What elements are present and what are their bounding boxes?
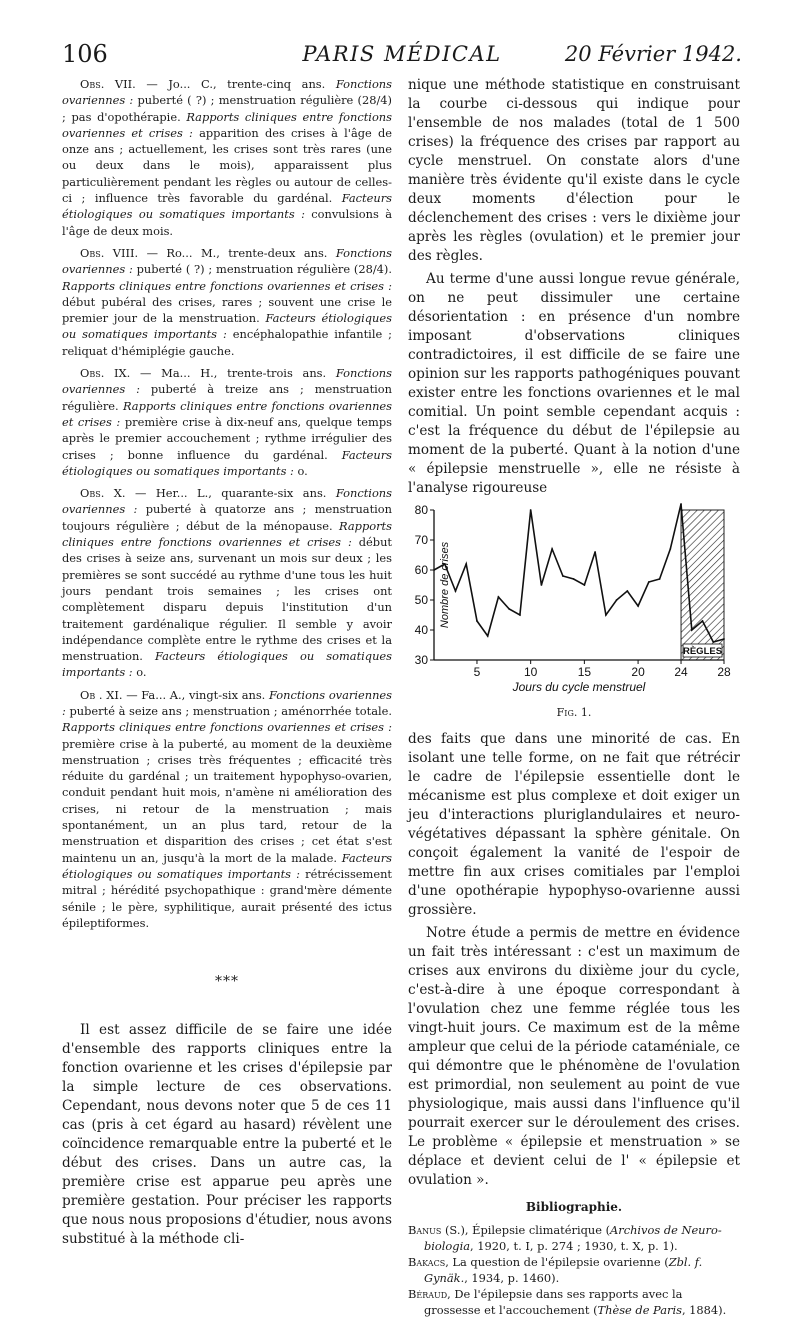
data-point <box>691 629 693 631</box>
data-point <box>519 614 521 616</box>
data-point <box>562 575 564 577</box>
data-point <box>541 584 543 586</box>
y-tick-label: 50 <box>414 593 428 607</box>
y-tick-label: 80 <box>414 503 428 517</box>
data-point <box>712 641 714 643</box>
observation-9 <box>62 365 392 479</box>
observation-10 <box>62 485 392 681</box>
obs-label: Facteurs étiologiques ou somatiques importants : <box>62 311 392 342</box>
bib-source: Thèse de Paris <box>597 1303 682 1317</box>
bib-text: , Épilepsie climatérique ( <box>464 1223 611 1237</box>
obs-title: Obs. X. <box>80 486 126 501</box>
obs-label: Fonctions ovariennes : <box>62 77 392 108</box>
x-tick-label: 10 <box>523 665 538 679</box>
obs-intro: — Ma... H., trente-trois ans. <box>130 366 336 381</box>
bib-author: Banus (S.) <box>408 1223 465 1237</box>
obs-label: Rapports cliniques entre fonctions ovariennes et crises : <box>62 278 392 293</box>
obs-label: Fonctions ovariennes : <box>62 366 392 397</box>
obs-text: o. <box>132 665 147 680</box>
bib-text: , De l'épilepsie dans ses rapports avec la grossesse et l'accouchement ( <box>424 1287 683 1317</box>
obs-title: Obs. VII. <box>80 77 136 91</box>
obs-text: première crise à la puberté, au moment de la deuxième menstruation ; crises très fréquentes ; efficacité très réduite du gardénal ; un traitement hypophyso-ovarien, conduit pendant huit mois, n'amène ni amélioration des crises, ni retour de la menstruation ; mais spontanément, un an plus tard, retour de la menstruation et disparition des crises ; cet état s'est maintenu un an, jusqu'à la mort de la malade. <box>62 736 392 865</box>
obs-label: Fonctions ovariennes : <box>62 687 392 718</box>
data-point <box>659 578 661 580</box>
data-point <box>433 569 435 571</box>
obs-intro: — Jo... C., trente-cinq ans. <box>135 77 336 91</box>
seizure-frequency-chart <box>408 502 740 702</box>
obs-label: Rapports cliniques entre fonctions ovariennes et crises : <box>62 109 392 140</box>
obs-text: puberté ( ?) ; menstruation régulière (28/4) ; pas d'opothérapie. <box>62 93 392 124</box>
obs-text: puberté à treize ans ; menstruation régulière. <box>62 382 392 413</box>
left-column <box>62 76 392 1253</box>
x-tick-label: 5 <box>473 665 481 679</box>
obs-text: première crise à dix-neuf ans, quelque temps après le premier accouchement ; rythme irrégulier des crises ; bonne influence du gardénal. <box>62 414 392 462</box>
y-tick-label: 60 <box>414 563 428 577</box>
body-paragraph: nique une méthode statistique en construisant la courbe ci-dessous qui indique pour l'ensemble de nos malades (total de 1 500 crises) la fréquence des crises par rapport au cycle menstruel. On constate alors d'une manière très évidente qu'il existe dans le cycle deux moments d'élection pour le déclenchement des crises : vers le dixième jour après les règles (ovulation) et le premier jour des règles. <box>408 77 740 264</box>
data-point <box>573 578 575 580</box>
body-paragraph: des faits que dans une minorité de cas. En isolant une telle forme, on ne fait que rétrécir le cadre de l'épilepsie essentielle dont le mécanisme est plus complexe et doit exiger un jeu d'interactions pluriglandulaires et neuro-végétatives dépassant la sphère génitale. On conçoit également la vanité de l'espoir de mettre fin aux crises comitiales par l'emploi d'une opothérapie hypophyso-ovarienne aussi grossière. <box>408 731 740 918</box>
bib-author: Bakacs <box>408 1255 446 1269</box>
obs-label: Facteurs étiologiques ou somatiques importants : <box>62 191 392 222</box>
observation-11 <box>62 687 392 931</box>
obs-text: encéphalopathie infantile ; reliquat d'hémiplégie gauche. <box>62 327 393 358</box>
data-point <box>530 509 532 511</box>
y-tick-label: 30 <box>414 653 428 667</box>
data-point <box>669 548 671 550</box>
data-point <box>637 605 639 607</box>
bibliography-entry <box>408 1286 740 1318</box>
obs-label: Facteurs étiologiques ou somatiques importants : <box>62 447 392 478</box>
obs-text: puberté à seize ans ; menstruation ; aménorrhée totale. <box>65 703 392 718</box>
y-tick-label: 40 <box>414 623 428 637</box>
obs-text: o. <box>293 463 308 478</box>
bibliography-heading: Bibliographie. <box>525 1200 623 1214</box>
obs-text: puberté à quatorze ans ; menstruation toujours régulière ; début de la ménopause. <box>62 502 392 533</box>
bib-tail: , 1934, p. 1460). <box>464 1271 560 1285</box>
body-paragraph: Notre étude a permis de mettre en évidence un fait très intéressant : c'est un maximum de crises aux environs du dixième jour du cycle, c'est-à-dire à une époque correspondant à l'ovulation chez une femme réglée tous les vingt-huit jours. Ce maximum est de la même ampleur que celui de la période cataméniale, ce qui démontre que le phénomène de l'ovulation est primordial, non seulement au point de vue physiologique, mais aussi dans l'influence qu'il pourrait exercer sur le déroulement des crises. Le problème « épilepsie et menstruation » se déplace et devient celui de l' « épilepsie et ovulation ». <box>408 925 740 1188</box>
obs-intro: — Her... L., quarante-six ans. <box>125 486 336 501</box>
issue-date: 20 Février 1942. <box>564 42 742 66</box>
y-tick-label: 70 <box>414 533 428 547</box>
obs-label: Rapports cliniques entre fonctions ovariennes et crises : <box>62 720 392 735</box>
bib-tail: , 1884). <box>681 1303 727 1317</box>
obs-text: rétrécissement mitral ; hérédité psychopathique : grand'mère démente sénile ; le père, syphilitique, aurait présenté des ictus épileptiformes. <box>62 866 392 930</box>
figure-caption: Fig. 1. <box>556 706 592 719</box>
data-point <box>583 584 585 586</box>
figure-1 <box>408 502 740 726</box>
observation-7 <box>62 76 392 239</box>
obs-label: Fonctions ovariennes : <box>62 486 392 517</box>
obs-label: Facteurs étiologiques ou somatiques importants : <box>62 850 392 881</box>
data-point <box>487 635 489 637</box>
bibliography-entry <box>408 1222 740 1254</box>
bibliography-entry <box>408 1254 740 1286</box>
obs-label: Rapports cliniques entre fonctions ovariennes et crises : <box>62 518 392 550</box>
obs-intro: — Ro... M., trente-deux ans. <box>138 245 336 260</box>
data-point <box>551 548 553 550</box>
obs-label: Facteurs étiologiques ou somatiques importants : <box>62 649 393 680</box>
page-number: 106 <box>62 40 108 68</box>
obs-text: début des crises à seize ans, survenant un mois sur deux ; les premières se sont succédé au rythme d'une tous les huit jours pendant trois semaines ; les crises ont complètement disparu depuis l'institution d'un traitement gardénalique régulier. Il semble y avoir indépendance complète entre le rythme des crises et la menstruation. <box>62 535 393 664</box>
obs-text: apparition des crises à l'âge de onze ans ; actuellement, les crises sont très rares (une ou deux dans le mois), apparaissent plus particulièrement pendant les règles ou autour de celles-ci ; influence très favorable du gardénal. <box>62 125 393 206</box>
page-header <box>62 40 742 70</box>
data-point <box>498 596 500 598</box>
observation-8 <box>62 245 392 359</box>
data-point <box>508 608 510 610</box>
x-axis-label: Jours du cycle menstruel <box>512 680 646 694</box>
obs-title: Obs. VIII. <box>80 245 139 260</box>
bib-text: , La question de l'épilepsie ovarienne ( <box>445 1255 669 1269</box>
body-paragraph: Au terme d'une aussi longue revue générale, on ne peut dissimuler une certaine désorientation : en présence d'un nombre imposant d'observations cliniques contradictoires, il est difficile de se faire une opinion sur les rapports pathogéniques pouvant exister entre les fonctions ovariennes et le mal comitial. Un point semble cependant acquis : c'est la fréquence du début de l'épilepsie au moment de la puberté. Quant à la notion d'une « épilepsie menstruelle », elle ne résiste à l'analyse rigoureuse <box>408 271 740 496</box>
data-point <box>594 551 596 553</box>
journal-title: PARIS MÉDICAL <box>302 42 502 66</box>
data-point <box>455 590 457 592</box>
data-point <box>476 620 478 622</box>
x-tick-label: 15 <box>577 665 592 679</box>
bibliography-list <box>408 1222 740 1318</box>
obs-label: Rapports cliniques entre fonctions ovariennes et crises : <box>62 398 392 429</box>
obs-text: début pubéral des crises, rares ; souvent une crise le premier jour de la menstruation. <box>62 294 392 326</box>
body-paragraph: Il est assez difficile de se faire une idée d'ensemble des rapports cliniques entre la fonction ovarienne et les crises d'épilepsie par la simple lecture de ces observations. Cependant, nous devons noter que 5 de ces 11 cas (pris à cet égard au hasard) révèlent une coïncidence remarquable entre la puberté et le début des crises. Dans un autre cas, la première crise est apparue peu après une première gestation. Pour préciser les rapports que nous nous proposions d'étudier, nous avons substitué à la méthode cli- <box>62 1022 392 1248</box>
obs-text: convulsions à l'âge de deux mois. <box>62 207 392 238</box>
obs-title: Ob . XI. <box>80 687 123 702</box>
data-point <box>605 614 607 616</box>
x-tick-label: 28 <box>717 665 731 679</box>
data-point <box>465 563 467 565</box>
y-axis-label: Nombre de crises <box>439 541 451 629</box>
bib-source: Archivos de Neuro-biologia <box>424 1223 722 1253</box>
data-point <box>702 620 704 622</box>
obs-text: puberté ( ?) ; menstruation régulière (28/4). <box>132 262 392 277</box>
data-point <box>680 503 682 505</box>
data-point <box>723 638 725 640</box>
annotation-label: RÈGLES <box>682 646 723 657</box>
x-tick-label: 20 <box>631 665 645 679</box>
bib-tail: , 1920, t. I, p. 274 ; 1930, t. X, p. 1). <box>470 1239 678 1253</box>
data-point <box>626 590 628 592</box>
x-tick-label: 24 <box>674 665 688 679</box>
bib-source: Zbl. f. Gynäk. <box>424 1255 703 1285</box>
obs-label: Fonctions ovariennes : <box>62 245 392 277</box>
obs-intro: — Fa... A., vingt-six ans. <box>122 687 269 702</box>
data-point <box>648 581 650 583</box>
bib-author: Béraud <box>408 1287 448 1301</box>
right-column <box>408 76 740 1318</box>
obs-title: Obs. IX. <box>80 366 131 381</box>
section-separator: ⁎⁎⁎ <box>215 969 239 986</box>
data-point <box>616 599 618 601</box>
